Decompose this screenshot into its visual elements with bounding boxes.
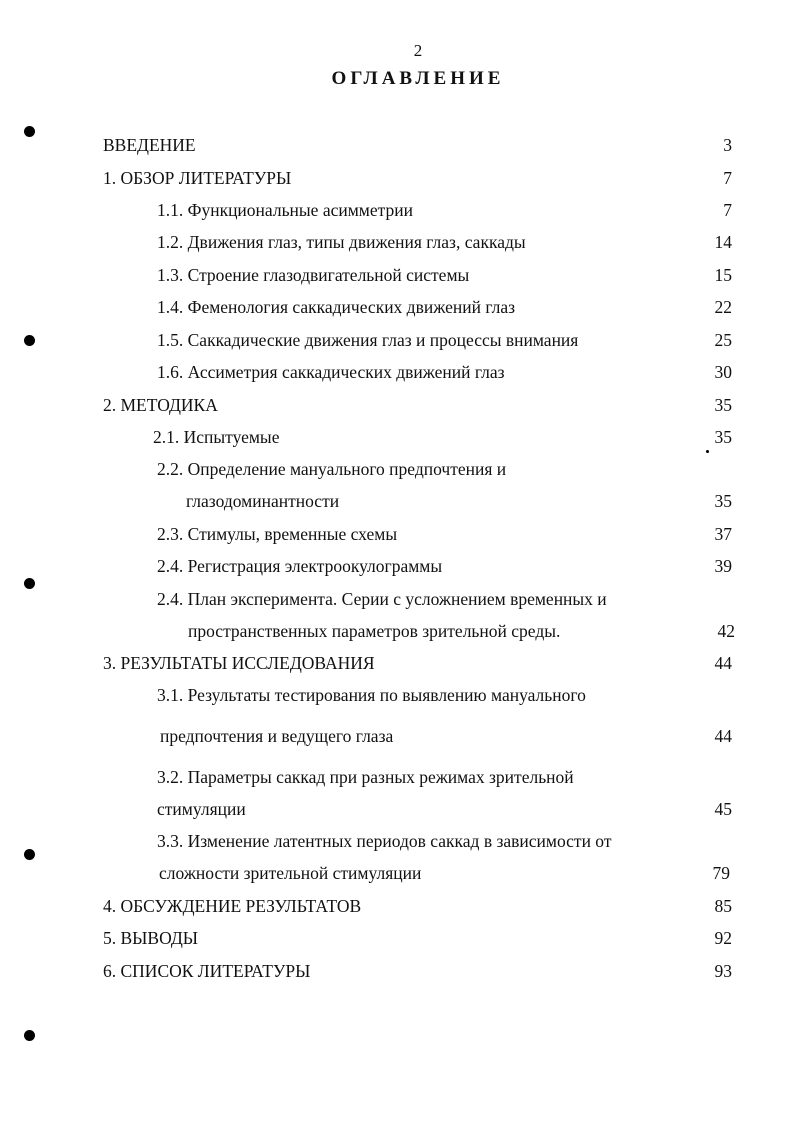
toc-page-number: 35 [714, 427, 732, 447]
toc-entry-chapter-1: 1. ОБЗОР ЛИТЕРАТУРЫ [103, 168, 292, 188]
toc-entry-3-1: 3.1. Результаты тестирования по выявлению мануального [157, 685, 586, 705]
margin-dot [24, 1030, 35, 1041]
toc-page-number: 39 [714, 556, 732, 576]
toc-page-number: 37 [714, 524, 732, 544]
toc-page-number: 44 [714, 653, 732, 673]
toc-page-number: 85 [714, 896, 732, 916]
page-number: 2 [413, 41, 423, 60]
toc-page-number: 35 [714, 395, 732, 415]
toc-entry-3-3: 3.3. Изменение латентных периодов саккад в зависимости от [157, 831, 612, 851]
toc-page-number: 30 [714, 362, 732, 382]
margin-dot [24, 849, 35, 860]
toc-page-number: 7 [723, 200, 732, 220]
stray-mark [706, 450, 709, 453]
toc-entry-1-2: 1.2. Движения глаз, типы движения глаз, саккады [157, 232, 526, 252]
toc-entry-2-4-registration: 2.4. Регистрация электроокулограммы [157, 556, 443, 576]
toc-page-number: 7 [723, 168, 732, 188]
toc-entry-chapter-6: 6. СПИСОК ЛИТЕРАТУРЫ [103, 961, 311, 981]
margin-dot [24, 578, 35, 589]
page-title: ОГЛАВЛЕНИЕ [331, 68, 505, 89]
toc-entry-2-4-plan: 2.4. План эксперимента. Серии с усложнением временных и [157, 589, 607, 609]
toc-page-number: 93 [714, 961, 732, 981]
toc-page-number: 92 [714, 928, 732, 948]
toc-entry-3-2: 3.2. Параметры саккад при разных режимах зрительной [157, 767, 574, 787]
margin-dot [24, 126, 35, 137]
toc-page-number: 35 [714, 491, 732, 511]
toc-page-number: 22 [714, 297, 732, 317]
toc-entry-3-3-continuation: сложности зрительной стимуляции [159, 863, 422, 883]
toc-entry-3-1-continuation: предпочтения и ведущего глаза [160, 726, 394, 746]
toc-entry-introduction: ВВЕДЕНИЕ [103, 135, 196, 155]
toc-entry-3-2-continuation: стимуляции [157, 799, 246, 819]
toc-entry-1-5: 1.5. Саккадические движения глаз и процессы внимания [157, 330, 579, 350]
toc-page-number: 15 [714, 265, 732, 285]
toc-page-number: 42 [717, 621, 735, 641]
toc-entry-1-4: 1.4. Феменология саккадических движений глаз [157, 297, 516, 317]
toc-entry-1-6: 1.6. Ассиметрия саккадических движений глаз [157, 362, 505, 382]
toc-page-number: 3 [723, 135, 732, 155]
toc-entry-chapter-3: 3. РЕЗУЛЬТАТЫ ИССЛЕДОВАНИЯ [103, 653, 375, 673]
toc-page-number: 45 [714, 799, 732, 819]
toc-page-number: 25 [714, 330, 732, 350]
toc-entry-1-1: 1.1. Функциональные асимметрии [157, 200, 413, 220]
toc-entry-2-4-plan-continuation: пространственных параметров зрительной среды. [188, 621, 561, 641]
toc-entry-chapter-5: 5. ВЫВОДЫ [103, 928, 199, 948]
toc-page-number: 79 [712, 863, 730, 883]
toc-entry-1-3: 1.3. Строение глазодвигательной системы [157, 265, 470, 285]
toc-entry-2-3: 2.3. Стимулы, временные схемы [157, 524, 398, 544]
toc-page-number: 44 [714, 726, 732, 746]
margin-dot [24, 335, 35, 346]
toc-entry-2-2-continuation: глазодоминантности [186, 491, 340, 511]
toc-page-number: 14 [714, 232, 732, 252]
toc-entry-2-1: 2.1. Испытуемые [153, 427, 280, 447]
toc-entry-chapter-4: 4. ОБСУЖДЕНИЕ РЕЗУЛЬТАТОВ [103, 896, 362, 916]
toc-entry-chapter-2: 2. МЕТОДИКА [103, 395, 218, 415]
toc-entry-2-2: 2.2. Определение мануального предпочтения и [157, 459, 507, 479]
